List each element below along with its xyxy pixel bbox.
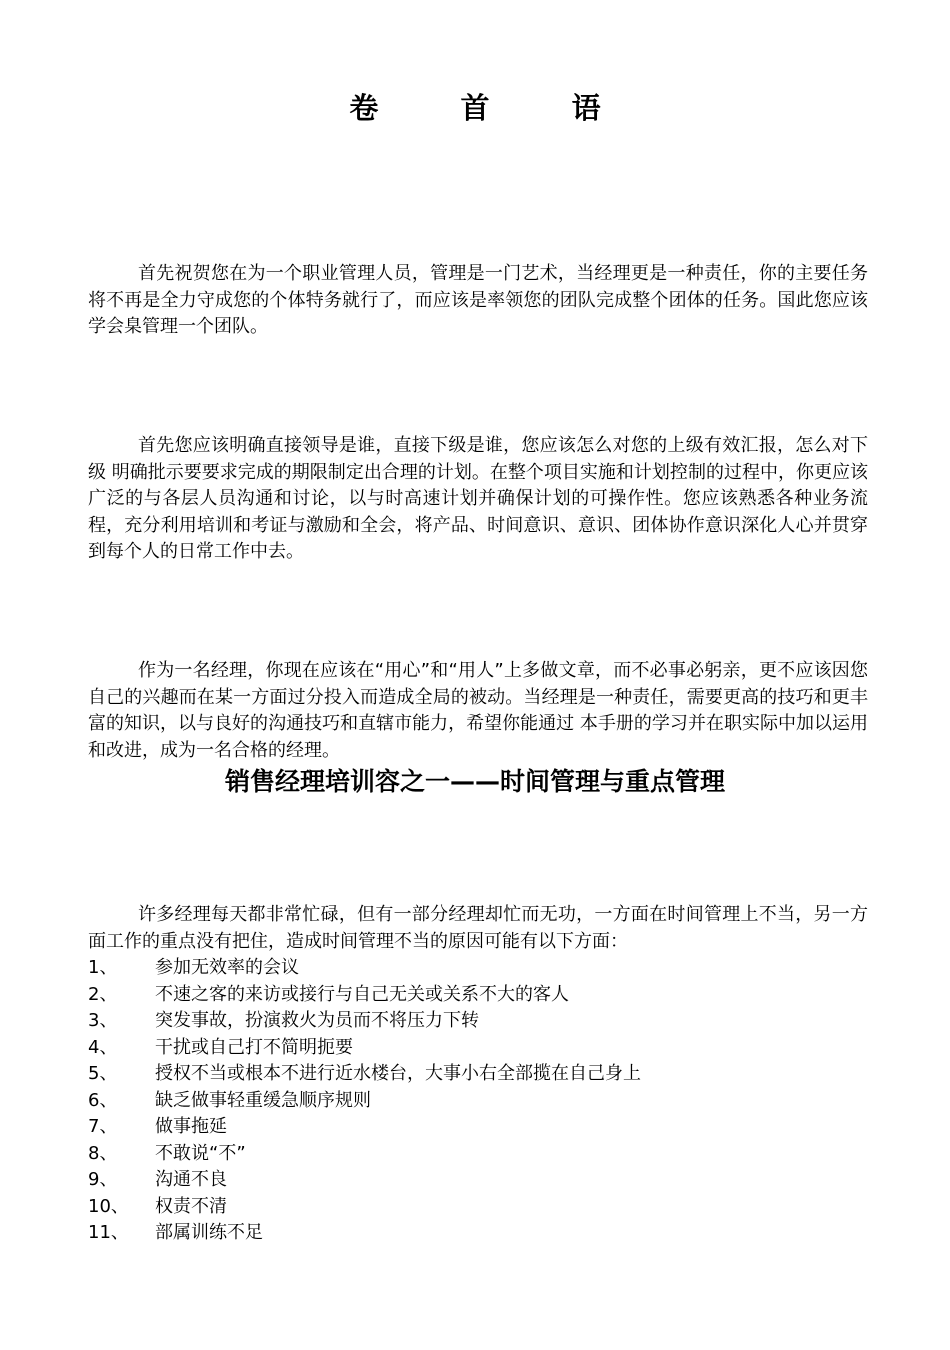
list-item	[88, 1114, 641, 1141]
list-item-number: 8、	[88, 1142, 118, 1164]
page-title: 卷 首 语	[349, 91, 637, 125]
list-item-number: 5、	[88, 1063, 118, 1084]
list-item-number: 11、	[88, 1222, 129, 1243]
list-item-number: 2、	[88, 983, 118, 1005]
list-item	[88, 1035, 641, 1062]
list-item-text: 不速之客的来访或接行与自己无关或关系不大的客人	[155, 983, 569, 1005]
list-item	[88, 1167, 641, 1194]
list-item-number: 10、	[88, 1195, 129, 1217]
list-item-number: 4、	[88, 1036, 118, 1058]
list-item	[88, 955, 641, 982]
intro-paragraph-2: 首先您应该明确直接领导是谁，直接下级是谁，您应该怎么对您的上级有效汇报，怎么对下级 明确批示要要求完成的期限制定出合理的计划。在整个项目实施和计划控制的过程中，你更应该广泛的与各层人员沟通和讨论，以与时高速计划并确保计划的可操作性。您应该熟悉各种业务流程，充分利用培训和考证与激励和全会，将产品、时间意识、意识、团体协作意识深化人心并贯穿到每个人的日常工作中去。	[88, 435, 868, 562]
list-item-text: 不敢说“不”	[155, 1142, 246, 1164]
list-item-text: 权责不清	[155, 1195, 227, 1217]
list-item-number: 3、	[88, 1010, 118, 1031]
list-item-text: 参加无效率的会议	[155, 957, 299, 978]
list-item	[88, 1194, 641, 1221]
section-title: 销售经理培训容之一——时间管理与重点管理	[224, 767, 725, 796]
list-item	[88, 1088, 641, 1115]
cause-list	[88, 955, 641, 1247]
list-item-number: 1、	[88, 957, 118, 978]
list-item	[88, 1061, 641, 1088]
list-item-text: 缺乏做事轻重缓急顺序规则	[155, 1089, 371, 1111]
list-item-text: 沟通不良	[155, 1169, 227, 1190]
intro-paragraph-1: 首先祝贺您在为一个职业管理人员，管理是一门艺术，当经理更是一种责任，你的主要任务将不再是全力守成您的个体特务就行了，而应该是率领您的团队完成整个团体的任务。国此您应该学会臬管理一个团队。	[88, 263, 868, 337]
list-item	[88, 1220, 641, 1247]
list-item	[88, 982, 641, 1009]
list-item-text: 部属训练不足	[155, 1222, 263, 1243]
list-item-number: 9、	[88, 1169, 118, 1190]
list-item-number: 7、	[88, 1116, 118, 1137]
list-item-number: 6、	[88, 1089, 118, 1111]
list-item-text: 干扰或自己打不简明扼要	[155, 1036, 353, 1058]
section-intro-paragraph: 许多经理每天都非常忙碌，但有一部分经理却忙而无功，一方面在时间管理上不当，另一方面工作的重点没有把住，造成时间管理不当的原因可能有以下方面：	[88, 904, 868, 952]
list-item	[88, 1008, 641, 1035]
list-item-text: 做事拖延	[155, 1116, 227, 1137]
list-item	[88, 1141, 641, 1168]
list-item-text: 突发事故，扮演救火为员而不将压力下转	[155, 1010, 479, 1031]
intro-paragraph-3: 作为一名经理，你现在应该在“用心”和“用人”上多做文章，而不必事必躬亲，更不应该因您自己的兴趣而在某一方面过分投入而造成全局的被动。当经理是一种责任，需要更高的技巧和更丰富的知识，以与良好的沟通技巧和直辖市能力，希望你能通过 本手册的学习并在职实际中加以运用和改进，成为一名合格的经理。	[88, 660, 868, 761]
list-item-text: 授权不当或根本不进行近水楼台，大事小右全部揽在自己身上	[155, 1063, 641, 1084]
